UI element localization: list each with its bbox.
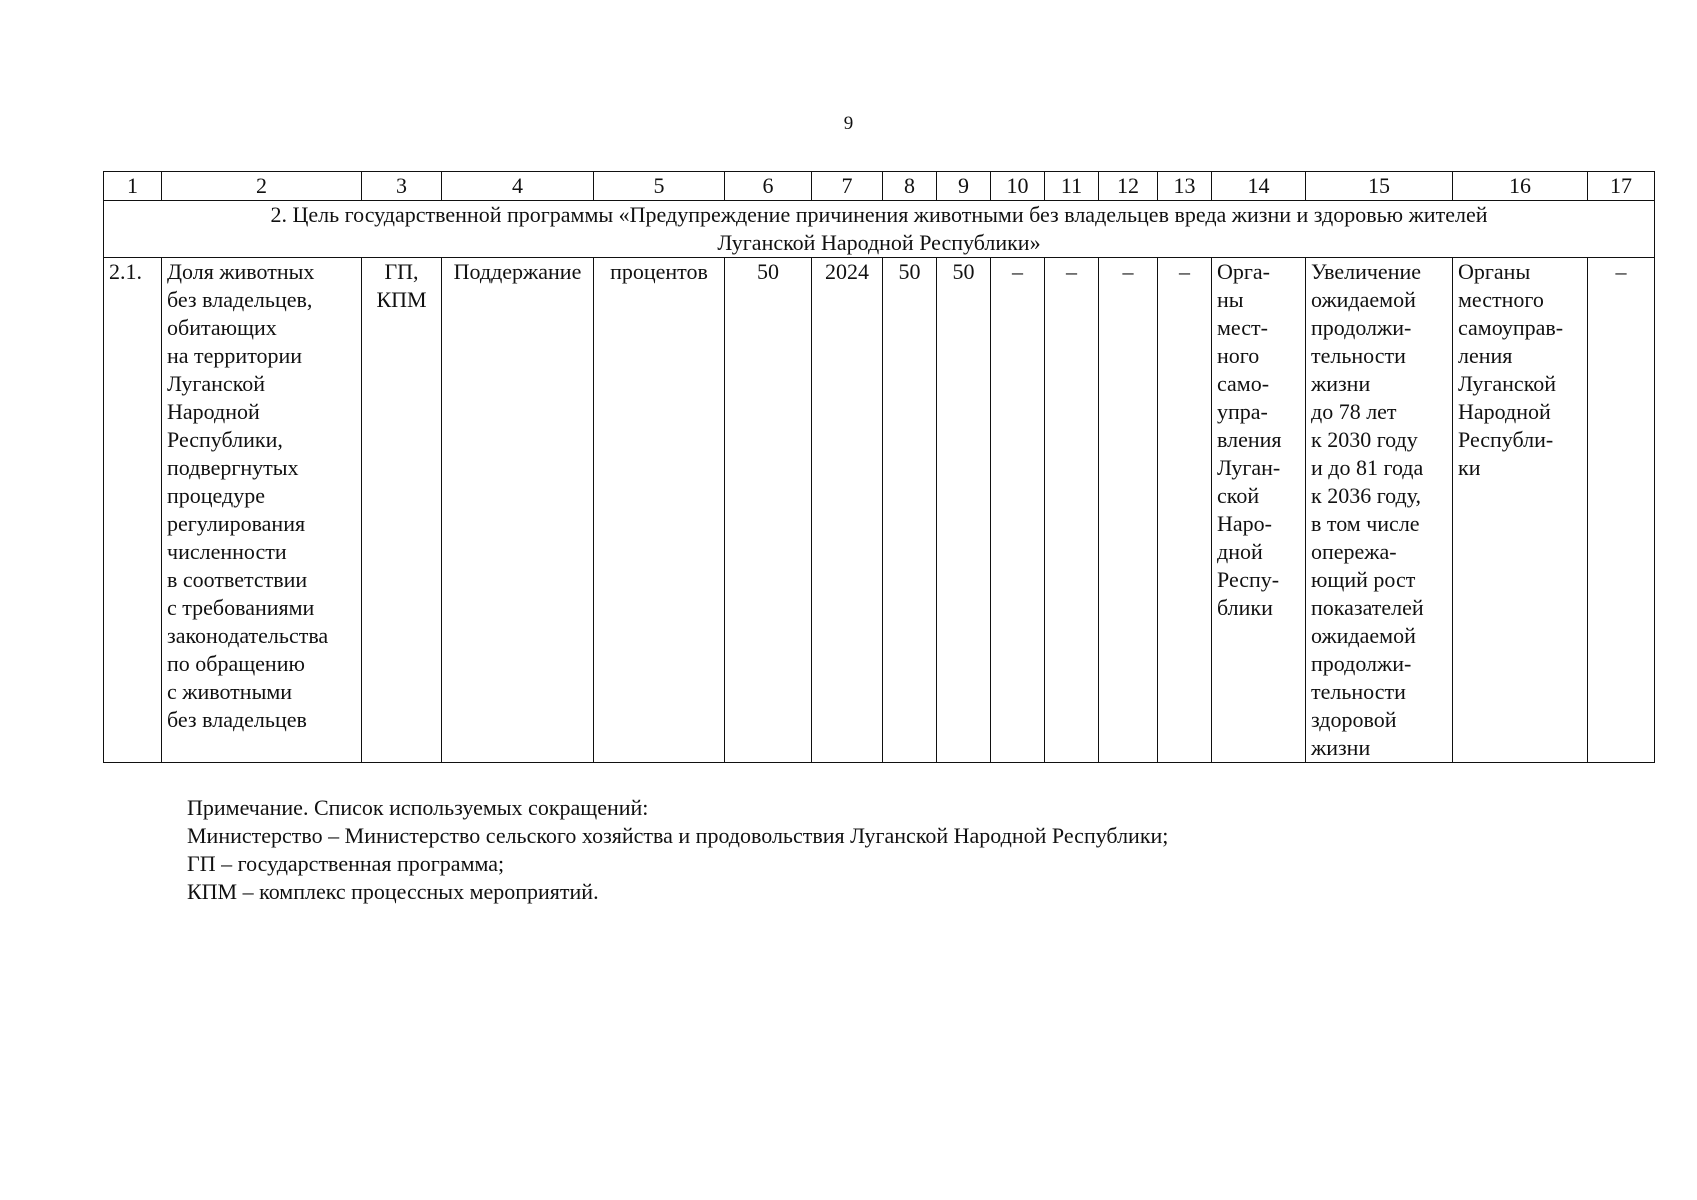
- column-number: 9: [937, 172, 991, 201]
- note-line: КПМ – комплекс процессных мероприятий.: [187, 879, 599, 904]
- cell-line: тельности: [1311, 343, 1406, 368]
- cell-line: Респу-: [1217, 567, 1280, 592]
- cell-line: самоуправ-: [1458, 315, 1564, 340]
- cell-line: без владельцев: [167, 707, 307, 732]
- goal-title-line: Луганской Народной Республики»: [717, 230, 1041, 255]
- cell-line: Луган-: [1217, 455, 1281, 480]
- cell-line: Республики,: [167, 427, 283, 452]
- value-col-9: 50: [937, 258, 991, 763]
- column-number: 17: [1588, 172, 1655, 201]
- cell-line: с требованиями: [167, 595, 315, 620]
- cell-line: Республи-: [1458, 427, 1554, 452]
- indicators-table: [103, 171, 1655, 763]
- cell-line: упра-: [1217, 399, 1268, 424]
- cell-line: Народной: [1458, 399, 1551, 424]
- responsible-body: [1212, 258, 1306, 763]
- base-value: 50: [725, 258, 812, 763]
- cell-line: ления: [1458, 343, 1513, 368]
- note-line: Министерство – Министерство сельского хозяйства и продовольствия Луганской Народной Республики;: [187, 823, 1169, 848]
- column-number: 5: [594, 172, 725, 201]
- cell-line: ки: [1458, 455, 1481, 480]
- cell-line: Орга-: [1217, 259, 1271, 284]
- cell-line: Органы: [1458, 259, 1531, 284]
- cell-line: процедуре: [167, 483, 265, 508]
- value-col-12: –: [1099, 258, 1158, 763]
- cell-line: к 2030 году: [1311, 427, 1418, 452]
- column-number: 16: [1453, 172, 1588, 201]
- cell-line: в том числе: [1311, 511, 1420, 536]
- cell-line: по обращению: [167, 651, 305, 676]
- cell-line: показателей: [1311, 595, 1424, 620]
- note-line: ГП – государственная программа;: [187, 851, 505, 876]
- cell-line: Народной: [167, 399, 260, 424]
- cell-line: ГП,: [384, 259, 419, 284]
- cell-line: ны: [1217, 287, 1244, 312]
- cell-line: продолжи-: [1311, 651, 1412, 676]
- row-number: 2.1.: [104, 258, 162, 763]
- cell-line: Увеличение: [1311, 259, 1422, 284]
- cell-line: жизни: [1311, 735, 1371, 760]
- unit-of-measure: процентов: [594, 258, 725, 763]
- cell-line: вления: [1217, 427, 1282, 452]
- column-number: 4: [442, 172, 594, 201]
- indicator-level: [362, 258, 442, 763]
- column-number: 1: [104, 172, 162, 201]
- national-goal-link: [1306, 258, 1453, 763]
- column-number: 2: [162, 172, 362, 201]
- cell-line: ющий рост: [1311, 567, 1416, 592]
- column-number: 6: [725, 172, 812, 201]
- notes-block: [187, 794, 1168, 906]
- cell-line: на территории: [167, 343, 303, 368]
- value-col-13: –: [1158, 258, 1212, 763]
- cell-line: ного: [1217, 343, 1260, 368]
- column-number: 12: [1099, 172, 1158, 201]
- cell-line: само-: [1217, 371, 1270, 396]
- cell-line: регулирования: [167, 511, 306, 536]
- base-year: 2024: [812, 258, 883, 763]
- column-number: 15: [1306, 172, 1453, 201]
- cell-line: дной: [1217, 539, 1263, 564]
- value-col-11: –: [1045, 258, 1099, 763]
- cell-line: ожидаемой: [1311, 623, 1416, 648]
- table-row: [104, 258, 1655, 763]
- cell-line: законодательства: [167, 623, 329, 648]
- column-numbers-row: [104, 172, 1655, 201]
- column-number: 3: [362, 172, 442, 201]
- cell-line: мест-: [1217, 315, 1268, 340]
- cell-line: обитающих: [167, 315, 277, 340]
- trend-attribute: Поддержание: [442, 258, 594, 763]
- cell-line: блики: [1217, 595, 1273, 620]
- cell-line: Луганской: [1458, 371, 1557, 396]
- value-col-8: 50: [883, 258, 937, 763]
- cell-line: без владельцев,: [167, 287, 313, 312]
- note-line: Примечание. Список используемых сокращений:: [187, 795, 649, 820]
- cell-line: подвергнутых: [167, 455, 299, 480]
- cell-line: численности: [167, 539, 287, 564]
- column-number: 13: [1158, 172, 1212, 201]
- cell-line: продолжи-: [1311, 315, 1412, 340]
- cell-line: жизни: [1311, 371, 1371, 396]
- goal-title: [104, 201, 1655, 258]
- cell-line: и до 81 года: [1311, 455, 1424, 480]
- value-col-17: –: [1588, 258, 1655, 763]
- cell-line: тельности: [1311, 679, 1406, 704]
- cell-line: с животными: [167, 679, 293, 704]
- cell-line: здоровой: [1311, 707, 1397, 732]
- value-col-10: –: [991, 258, 1045, 763]
- indicator-name: [162, 258, 362, 763]
- cell-line: ожидаемой: [1311, 287, 1416, 312]
- cell-line: местного: [1458, 287, 1544, 312]
- goal-row: [104, 201, 1655, 258]
- cell-line: к 2036 году,: [1311, 483, 1422, 508]
- cell-line: до 78 лет: [1311, 399, 1397, 424]
- column-number: 14: [1212, 172, 1306, 201]
- column-number: 8: [883, 172, 937, 201]
- cell-line: КПМ: [376, 287, 427, 312]
- related-bodies: [1453, 258, 1588, 763]
- column-number: 10: [991, 172, 1045, 201]
- page-number: 9: [843, 113, 854, 134]
- cell-line: опережа-: [1311, 539, 1397, 564]
- column-number: 7: [812, 172, 883, 201]
- cell-line: Наро-: [1217, 511, 1272, 536]
- column-number: 11: [1045, 172, 1099, 201]
- cell-line: Доля животных: [167, 259, 315, 284]
- cell-line: Луганской: [167, 371, 266, 396]
- cell-line: ской: [1217, 483, 1260, 508]
- cell-line: в соответствии: [167, 567, 308, 592]
- goal-title-line: 2. Цель государственной программы «Предупреждение причинения животными без владельцев вреда жизни и здоровью жителей: [270, 202, 1488, 227]
